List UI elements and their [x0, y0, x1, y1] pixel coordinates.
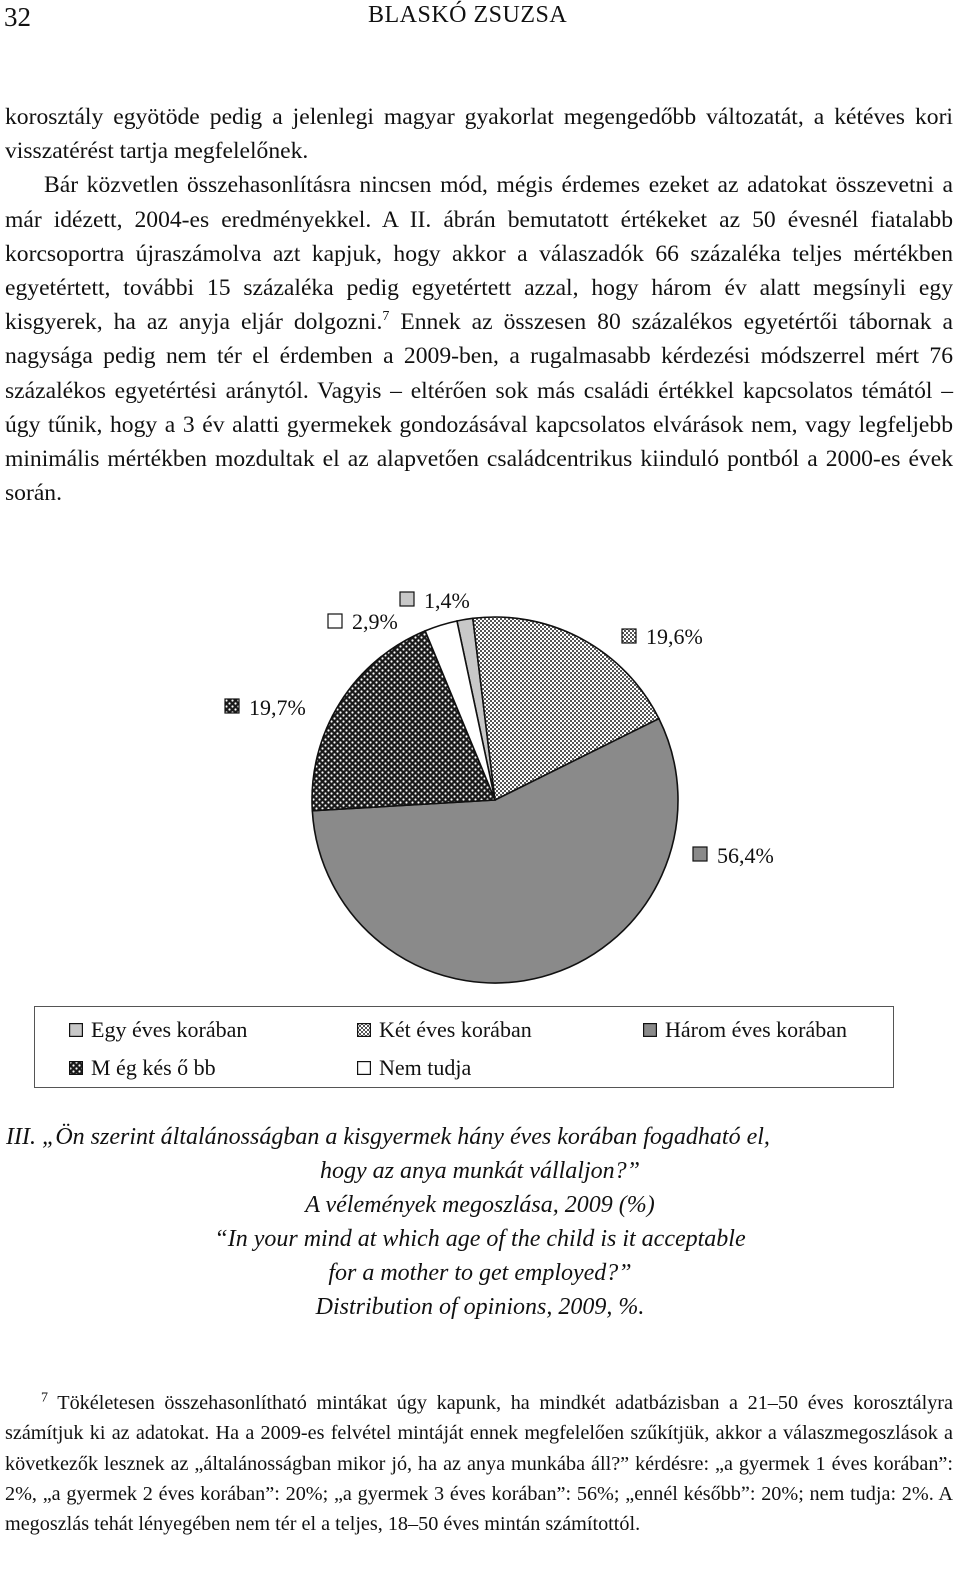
legend-item-two — [357, 1017, 532, 1043]
legend-item-later — [69, 1055, 216, 1081]
running-head: BLASKÓ ZSUZSA — [368, 2, 568, 28]
legend-swatch-mid-gray — [643, 1023, 657, 1037]
figure-caption — [0, 1120, 960, 1324]
pie-label-dontknow — [328, 609, 398, 634]
legend-label-two: Két éves korában — [379, 1017, 532, 1042]
legend-swatch-dots — [69, 1061, 83, 1075]
pie-label-two-text: 19,6% — [646, 624, 703, 649]
caption-line-1: III. „Ön szerint általánosságban a kisgyermek hány éves korában fogadható el, — [6, 1124, 770, 1150]
paragraph-1: korosztály egyötöde pedig a jelenlegi magyar gyakorlat megengedőbb változatát, a kétéves kori visszatérést tartja megfelelőnek. — [5, 104, 953, 165]
legend-label-later: M ég kés ő bb — [91, 1055, 216, 1080]
body-text — [5, 100, 953, 510]
footnote-ref-7: 7 — [382, 309, 390, 325]
page-number: 32 — [4, 2, 31, 32]
paragraph-2-part-a: Bár közvetlen összehasonlításra nincsen mód, mégis érdemes ezeket az adatokat összevetni a már idézett, 2004-es eredményekkel. A II. ábrán bemutatott értékeket az 50 évesnél fiatalabb korcsoportra újraszámolva azt kapjuk, hogy akkor a válaszadók 66 százaléka teljes mértékben egyetértett, további 15 százaléka pedig egyetértett azzal, hogy három év alatt megsínyli egy kisgyerek, ha az anyja eljár dolgozni. — [5, 172, 953, 336]
caption-line-3: A vélemények megoszlása, 2009 (%) — [305, 1192, 655, 1218]
pie-chart — [0, 570, 960, 1000]
pie-label-one-text: 1,4% — [424, 588, 470, 613]
pie-label-two — [622, 624, 703, 649]
legend-label-three: Három éves korában — [665, 1017, 848, 1042]
paragraph-2 — [5, 168, 953, 510]
pie-label-one — [400, 588, 470, 613]
pie-label-later-text: 19,7% — [249, 695, 306, 720]
legend-item-three — [643, 1017, 847, 1043]
paragraph-2-part-b: Ennek az összesen 80 százalékos egyetértői tábornak a nagysága pedig nem tér el érdemben a 2009-ben, a rugalmasabb kérdezési módszerrel mért 76 százalékos egyetértési aránytól. Vagyis – eltérően sok más családi értékkel kapcsolatos témától – úgy tűnik, hogy a 3 év alatti gyermekek gondozásával kapcsolatos elvárások nem, vagy legfeljebb minimális mértékben mozdultak el az alapvetően családcentrikus kiinduló pontból a 2000-es évek során. — [5, 309, 953, 507]
caption-line-5: for a mother to get employed?” — [328, 1260, 632, 1286]
chart-legend — [34, 1006, 894, 1088]
legend-label-one: Egy éves korában — [91, 1017, 248, 1042]
footnote-7 — [5, 1388, 953, 1539]
legend-item-one — [69, 1017, 247, 1043]
footnote-paragraph — [5, 1388, 953, 1539]
legend-swatch-white — [357, 1061, 371, 1075]
legend-label-dontknow: Nem tudja — [379, 1055, 472, 1080]
pie-label-dontknow-text: 2,9% — [352, 609, 398, 634]
caption-line-2: hogy az anya munkát vállaljon?” — [320, 1158, 640, 1184]
caption-line-4: “In your mind at which age of the child is it acceptable — [214, 1226, 746, 1252]
pie-label-three-text: 56,4% — [717, 843, 774, 868]
page-header — [0, 0, 960, 40]
footnote-number: 7 — [41, 1390, 48, 1406]
legend-item-dontknow — [357, 1055, 471, 1081]
pie-label-three — [693, 843, 774, 868]
legend-swatch-checker — [357, 1023, 371, 1037]
pie-slices — [312, 617, 678, 983]
pie-label-later — [225, 695, 306, 720]
caption-line-6: Distribution of opinions, 2009, %. — [315, 1294, 645, 1320]
legend-swatch-light-gray — [69, 1023, 83, 1037]
footnote-text: Tökéletesen összehasonlítható mintákat úgy kapunk, ha mindkét adatbázisban a 21–50 éves korosztályra számítjuk ki az adatokat. Ha a 2009-es felvétel mintáját ennek megfelelően szűkítjük, akkor a válaszmegoszlások a következők lesznek az „általánosságban mikor jó, ha az anya munkába áll?” kérdésre: „a gyermek 1 éves korában”: 2%, „a gyermek 2 éves korában”: 20%; „a gyermek 3 éves korában”: 56%; „ennél későbbˮ: 20%; nem tudja: 2%. A megoszlás tehát lényegében nem tér el a teljes, 18–50 éves mintán számítottól. — [5, 1392, 953, 1536]
